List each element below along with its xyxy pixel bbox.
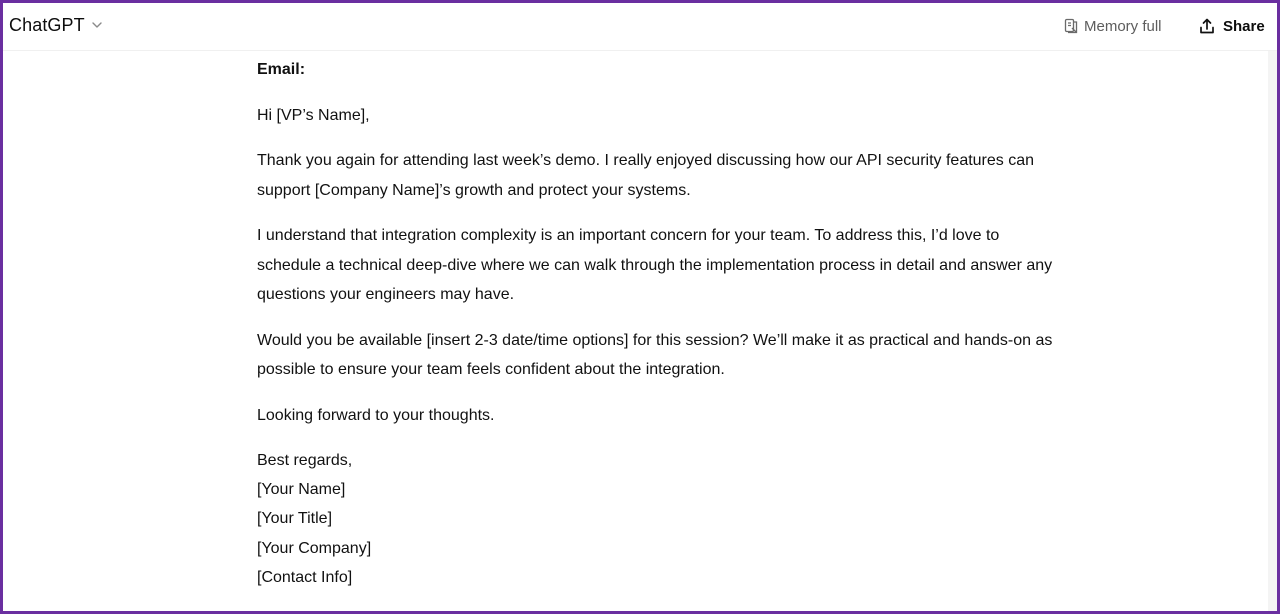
message-paragraph: I understand that integration complexity is an important concern for your team. To address this, I’d love to schedule a technical deep-dive where we can walk through the implementation process in detail and answer any questions your engineers may have. (257, 227, 1053, 303)
signature-company: [Your Company] (257, 539, 372, 557)
assistant-message (257, 55, 1067, 592)
scrollbar[interactable] (1268, 51, 1277, 611)
chevron-down-icon (91, 19, 103, 31)
top-bar (3, 3, 1277, 51)
share-label: Share (1223, 17, 1265, 35)
message-paragraph: Thank you again for attending last week’s demo. I really enjoyed discussing how our API security features can support [Company Name]’s growth and protect your systems. (257, 152, 1035, 199)
memory-label: Memory full (1084, 17, 1162, 35)
share-button[interactable] (1198, 12, 1265, 40)
signature-title: [Your Title] (257, 510, 333, 528)
model-name: ChatGPT (9, 14, 85, 35)
signature-name: [Your Name] (257, 481, 346, 499)
email-heading: Email: (257, 61, 306, 78)
greeting: Hi [VP’s Name], (257, 106, 370, 124)
signature-closing: Best regards, (257, 452, 353, 469)
signature-block (257, 446, 1067, 592)
message-paragraph: Would you be available [insert 2-3 date/time options] for this session? We’ll make it as practical and hands-on as possible to ensure your team feels confident about the integration. (257, 331, 1053, 378)
model-switcher-button[interactable] (9, 11, 103, 39)
memory-icon (1063, 18, 1079, 34)
message-paragraph: Looking forward to your thoughts. (257, 406, 495, 424)
memory-status[interactable] (1063, 14, 1162, 38)
share-icon (1198, 17, 1216, 35)
signature-contact: [Contact Info] (257, 568, 353, 586)
